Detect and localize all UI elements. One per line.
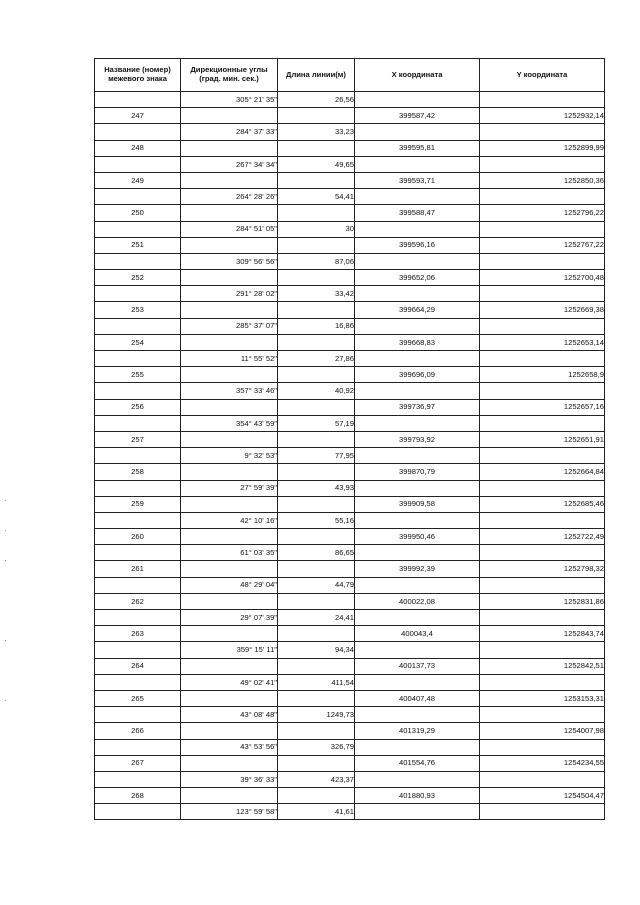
point-name-cell: 249 <box>95 172 181 188</box>
line-length-cell <box>278 205 355 221</box>
header-direction-angle: Дирекционные углы (град. мин. сек.) <box>181 59 278 92</box>
point-row <box>95 108 605 124</box>
x-coordinate-cell: 400022,08 <box>355 593 480 609</box>
line-length-cell <box>278 593 355 609</box>
y-coordinate-cell: 1252796,22 <box>480 205 605 221</box>
line-length-cell: 27,86 <box>278 351 355 367</box>
line-row <box>95 286 605 302</box>
x-coordinate-cell <box>355 221 480 237</box>
line-length-cell <box>278 723 355 739</box>
x-coordinate-cell <box>355 124 480 140</box>
point-row <box>95 626 605 642</box>
direction-angle-cell: 29° 07' 39" <box>181 610 278 626</box>
point-name-cell: 265 <box>95 690 181 706</box>
line-length-cell <box>278 561 355 577</box>
direction-angle-cell: 354° 43' 59" <box>181 415 278 431</box>
x-coordinate-cell: 399587,42 <box>355 108 480 124</box>
line-length-cell: 326,79 <box>278 739 355 755</box>
point-name-cell <box>95 545 181 561</box>
header-point-name: Название (номер) межевого знака <box>95 59 181 92</box>
direction-angle-cell <box>181 593 278 609</box>
line-length-cell: 33,23 <box>278 124 355 140</box>
line-row <box>95 577 605 593</box>
line-length-cell <box>278 172 355 188</box>
y-coordinate-cell <box>480 804 605 820</box>
line-length-cell <box>278 690 355 706</box>
direction-angle-cell <box>181 205 278 221</box>
line-length-cell: 86,65 <box>278 545 355 561</box>
point-row <box>95 593 605 609</box>
direction-angle-cell <box>181 561 278 577</box>
line-length-cell: 423,37 <box>278 771 355 787</box>
point-row <box>95 237 605 253</box>
x-coordinate-cell <box>355 415 480 431</box>
line-length-cell: 41,61 <box>278 804 355 820</box>
y-coordinate-cell <box>480 545 605 561</box>
point-name-cell: 262 <box>95 593 181 609</box>
line-length-cell <box>278 496 355 512</box>
line-length-cell: 94,34 <box>278 642 355 658</box>
line-length-cell: 57,19 <box>278 415 355 431</box>
line-length-cell: 33,42 <box>278 286 355 302</box>
line-length-cell: 411,54 <box>278 674 355 690</box>
y-coordinate-cell: 1252651,91 <box>480 431 605 447</box>
direction-angle-cell <box>181 108 278 124</box>
point-row <box>95 755 605 771</box>
direction-angle-cell: 48° 29' 04" <box>181 577 278 593</box>
x-coordinate-cell: 399950,46 <box>355 529 480 545</box>
point-name-cell: 268 <box>95 788 181 804</box>
point-row <box>95 367 605 383</box>
line-length-cell <box>278 237 355 253</box>
point-row <box>95 270 605 286</box>
x-coordinate-cell: 399652,06 <box>355 270 480 286</box>
x-coordinate-cell: 400137,73 <box>355 658 480 674</box>
point-row <box>95 690 605 706</box>
point-name-cell <box>95 221 181 237</box>
direction-angle-cell: 291° 28' 02" <box>181 286 278 302</box>
point-row <box>95 140 605 156</box>
y-coordinate-cell <box>480 189 605 205</box>
line-row <box>95 804 605 820</box>
point-name-cell <box>95 253 181 269</box>
y-coordinate-cell <box>480 448 605 464</box>
point-name-cell: 256 <box>95 399 181 415</box>
y-coordinate-cell <box>480 642 605 658</box>
line-row <box>95 189 605 205</box>
line-row <box>95 545 605 561</box>
x-coordinate-cell: 399992,39 <box>355 561 480 577</box>
line-row <box>95 707 605 723</box>
y-coordinate-cell: 1252685,46 <box>480 496 605 512</box>
line-row <box>95 383 605 399</box>
scan-artifact <box>5 560 6 561</box>
direction-angle-cell: 284° 51' 05" <box>181 221 278 237</box>
line-length-cell: 55,16 <box>278 512 355 528</box>
point-row <box>95 205 605 221</box>
point-name-cell: 248 <box>95 140 181 156</box>
point-row <box>95 658 605 674</box>
direction-angle-cell: 285° 37' 07" <box>181 318 278 334</box>
y-coordinate-cell: 1252657,16 <box>480 399 605 415</box>
point-row <box>95 529 605 545</box>
line-length-cell <box>278 658 355 674</box>
point-name-cell: 250 <box>95 205 181 221</box>
x-coordinate-cell <box>355 189 480 205</box>
scan-artifact <box>5 530 6 531</box>
line-row <box>95 512 605 528</box>
line-length-cell: 24,41 <box>278 610 355 626</box>
y-coordinate-cell <box>480 415 605 431</box>
x-coordinate-cell <box>355 707 480 723</box>
y-coordinate-cell: 1252831,86 <box>480 593 605 609</box>
line-row <box>95 92 605 108</box>
direction-angle-cell: 39° 36' 33" <box>181 771 278 787</box>
direction-angle-cell <box>181 690 278 706</box>
y-coordinate-cell: 1254234,55 <box>480 755 605 771</box>
direction-angle-cell: 123° 59' 58" <box>181 804 278 820</box>
line-length-cell <box>278 334 355 350</box>
point-name-cell: 258 <box>95 464 181 480</box>
y-coordinate-cell: 1254007,98 <box>480 723 605 739</box>
line-length-cell <box>278 140 355 156</box>
line-length-cell: 40,92 <box>278 383 355 399</box>
point-name-cell <box>95 707 181 723</box>
point-name-cell: 264 <box>95 658 181 674</box>
y-coordinate-cell <box>480 577 605 593</box>
point-name-cell: 253 <box>95 302 181 318</box>
direction-angle-cell <box>181 723 278 739</box>
direction-angle-cell: 43° 53' 56" <box>181 739 278 755</box>
point-name-cell <box>95 286 181 302</box>
y-coordinate-cell: 1252664,84 <box>480 464 605 480</box>
y-coordinate-cell: 1252658,9 <box>480 367 605 383</box>
table-header-row <box>95 59 605 92</box>
direction-angle-cell <box>181 755 278 771</box>
y-coordinate-cell: 1252767,22 <box>480 237 605 253</box>
point-row <box>95 172 605 188</box>
x-coordinate-cell <box>355 610 480 626</box>
point-name-cell: 267 <box>95 755 181 771</box>
point-row <box>95 431 605 447</box>
y-coordinate-cell: 1252850,36 <box>480 172 605 188</box>
point-name-cell <box>95 674 181 690</box>
line-row <box>95 642 605 658</box>
x-coordinate-cell <box>355 512 480 528</box>
point-name-cell: 259 <box>95 496 181 512</box>
direction-angle-cell: 267° 34' 34" <box>181 156 278 172</box>
line-length-cell: 87,06 <box>278 253 355 269</box>
direction-angle-cell <box>181 270 278 286</box>
y-coordinate-cell <box>480 512 605 528</box>
point-name-cell <box>95 318 181 334</box>
line-length-cell <box>278 108 355 124</box>
line-row <box>95 415 605 431</box>
direction-angle-cell <box>181 464 278 480</box>
y-coordinate-cell: 1252722,49 <box>480 529 605 545</box>
direction-angle-cell: 49° 02' 41" <box>181 674 278 690</box>
y-coordinate-cell: 1252700,48 <box>480 270 605 286</box>
point-name-cell <box>95 480 181 496</box>
direction-angle-cell: 61° 03' 35" <box>181 545 278 561</box>
direction-angle-cell: 11° 55' 52" <box>181 351 278 367</box>
direction-angle-cell <box>181 399 278 415</box>
x-coordinate-cell: 401554,76 <box>355 755 480 771</box>
line-length-cell: 1249,73 <box>278 707 355 723</box>
x-coordinate-cell: 399793,92 <box>355 431 480 447</box>
point-row <box>95 464 605 480</box>
direction-angle-cell: 42° 10' 16" <box>181 512 278 528</box>
line-length-cell: 77,95 <box>278 448 355 464</box>
y-coordinate-cell <box>480 480 605 496</box>
line-length-cell <box>278 788 355 804</box>
point-row <box>95 334 605 350</box>
line-row <box>95 771 605 787</box>
y-coordinate-cell <box>480 124 605 140</box>
x-coordinate-cell: 401319,29 <box>355 723 480 739</box>
line-row <box>95 124 605 140</box>
scan-artifact <box>5 500 6 501</box>
point-row <box>95 723 605 739</box>
point-name-cell <box>95 577 181 593</box>
point-row <box>95 399 605 415</box>
y-coordinate-cell: 1252842,51 <box>480 658 605 674</box>
header-line-length: Длина линии(м) <box>278 59 355 92</box>
line-row <box>95 739 605 755</box>
y-coordinate-cell <box>480 253 605 269</box>
x-coordinate-cell <box>355 253 480 269</box>
point-name-cell <box>95 804 181 820</box>
y-coordinate-cell <box>480 156 605 172</box>
x-coordinate-cell <box>355 545 480 561</box>
point-name-cell: 261 <box>95 561 181 577</box>
direction-angle-cell <box>181 529 278 545</box>
point-name-cell <box>95 642 181 658</box>
point-name-cell: 266 <box>95 723 181 739</box>
point-name-cell <box>95 156 181 172</box>
x-coordinate-cell: 399668,83 <box>355 334 480 350</box>
point-name-cell: 257 <box>95 431 181 447</box>
point-row <box>95 561 605 577</box>
line-length-cell <box>278 529 355 545</box>
y-coordinate-cell <box>480 351 605 367</box>
y-coordinate-cell <box>480 771 605 787</box>
line-length-cell: 43,93 <box>278 480 355 496</box>
x-coordinate-cell <box>355 318 480 334</box>
line-length-cell <box>278 367 355 383</box>
line-length-cell <box>278 270 355 286</box>
x-coordinate-cell: 400407,48 <box>355 690 480 706</box>
point-name-cell: 263 <box>95 626 181 642</box>
y-coordinate-cell: 1252669,38 <box>480 302 605 318</box>
line-length-cell <box>278 399 355 415</box>
line-row <box>95 480 605 496</box>
direction-angle-cell <box>181 367 278 383</box>
point-row <box>95 496 605 512</box>
direction-angle-cell: 359° 15' 11" <box>181 642 278 658</box>
line-length-cell <box>278 302 355 318</box>
x-coordinate-cell: 399595,81 <box>355 140 480 156</box>
point-name-cell: 254 <box>95 334 181 350</box>
line-length-cell <box>278 755 355 771</box>
direction-angle-cell: 43° 08' 48" <box>181 707 278 723</box>
y-coordinate-cell: 1252798,32 <box>480 561 605 577</box>
x-coordinate-cell <box>355 642 480 658</box>
direction-angle-cell <box>181 172 278 188</box>
y-coordinate-cell <box>480 674 605 690</box>
direction-angle-cell <box>181 302 278 318</box>
y-coordinate-cell: 1252653,14 <box>480 334 605 350</box>
line-length-cell <box>278 431 355 447</box>
line-row <box>95 221 605 237</box>
point-row <box>95 788 605 804</box>
line-row <box>95 253 605 269</box>
direction-angle-cell: 309° 56' 56" <box>181 253 278 269</box>
x-coordinate-cell <box>355 92 480 108</box>
boundary-coordinates-table <box>94 58 605 820</box>
y-coordinate-cell <box>480 610 605 626</box>
y-coordinate-cell <box>480 221 605 237</box>
point-name-cell: 251 <box>95 237 181 253</box>
y-coordinate-cell <box>480 739 605 755</box>
direction-angle-cell <box>181 334 278 350</box>
point-name-cell: 252 <box>95 270 181 286</box>
line-row <box>95 610 605 626</box>
scan-artifact <box>5 640 6 641</box>
line-length-cell: 49,65 <box>278 156 355 172</box>
direction-angle-cell <box>181 658 278 674</box>
header-x-coordinate: X координата <box>355 59 480 92</box>
direction-angle-cell <box>181 496 278 512</box>
x-coordinate-cell <box>355 480 480 496</box>
line-length-cell <box>278 626 355 642</box>
x-coordinate-cell: 399596,16 <box>355 237 480 253</box>
line-length-cell: 30 <box>278 221 355 237</box>
y-coordinate-cell: 1253153,31 <box>480 690 605 706</box>
direction-angle-cell <box>181 140 278 156</box>
direction-angle-cell: 27° 59' 39" <box>181 480 278 496</box>
direction-angle-cell: 284° 37' 33" <box>181 124 278 140</box>
point-name-cell: 255 <box>95 367 181 383</box>
point-name-cell <box>95 383 181 399</box>
x-coordinate-cell <box>355 383 480 399</box>
direction-angle-cell: 9° 32' 53" <box>181 448 278 464</box>
table-body <box>95 92 605 820</box>
x-coordinate-cell: 399696,09 <box>355 367 480 383</box>
x-coordinate-cell: 399664,29 <box>355 302 480 318</box>
y-coordinate-cell <box>480 383 605 399</box>
line-row <box>95 674 605 690</box>
y-coordinate-cell <box>480 707 605 723</box>
x-coordinate-cell <box>355 448 480 464</box>
line-length-cell: 26,56 <box>278 92 355 108</box>
line-length-cell: 16,86 <box>278 318 355 334</box>
direction-angle-cell <box>181 237 278 253</box>
line-length-cell: 44,79 <box>278 577 355 593</box>
direction-angle-cell: 305° 21' 35" <box>181 92 278 108</box>
y-coordinate-cell <box>480 92 605 108</box>
y-coordinate-cell: 1254504,47 <box>480 788 605 804</box>
point-name-cell <box>95 124 181 140</box>
point-name-cell <box>95 189 181 205</box>
direction-angle-cell <box>181 788 278 804</box>
x-coordinate-cell: 400043,4 <box>355 626 480 642</box>
x-coordinate-cell: 401880,93 <box>355 788 480 804</box>
line-row <box>95 351 605 367</box>
direction-angle-cell <box>181 626 278 642</box>
x-coordinate-cell <box>355 286 480 302</box>
direction-angle-cell: 357° 33' 46" <box>181 383 278 399</box>
point-name-cell <box>95 512 181 528</box>
point-name-cell <box>95 448 181 464</box>
point-name-cell <box>95 92 181 108</box>
x-coordinate-cell <box>355 804 480 820</box>
direction-angle-cell <box>181 431 278 447</box>
line-row <box>95 448 605 464</box>
line-length-cell <box>278 464 355 480</box>
point-name-cell <box>95 739 181 755</box>
x-coordinate-cell <box>355 739 480 755</box>
y-coordinate-cell: 1252899,99 <box>480 140 605 156</box>
point-row <box>95 302 605 318</box>
x-coordinate-cell <box>355 351 480 367</box>
point-name-cell: 247 <box>95 108 181 124</box>
x-coordinate-cell: 399593,71 <box>355 172 480 188</box>
x-coordinate-cell <box>355 771 480 787</box>
x-coordinate-cell: 399736,97 <box>355 399 480 415</box>
y-coordinate-cell: 1252932,14 <box>480 108 605 124</box>
x-coordinate-cell: 399588,47 <box>355 205 480 221</box>
line-row <box>95 318 605 334</box>
x-coordinate-cell: 399909,58 <box>355 496 480 512</box>
y-coordinate-cell <box>480 318 605 334</box>
point-name-cell <box>95 771 181 787</box>
point-name-cell <box>95 610 181 626</box>
x-coordinate-cell: 399870,79 <box>355 464 480 480</box>
x-coordinate-cell <box>355 674 480 690</box>
scan-artifact <box>5 700 6 701</box>
y-coordinate-cell <box>480 286 605 302</box>
line-length-cell: 54,41 <box>278 189 355 205</box>
x-coordinate-cell <box>355 156 480 172</box>
x-coordinate-cell <box>355 577 480 593</box>
point-name-cell <box>95 351 181 367</box>
line-row <box>95 156 605 172</box>
header-y-coordinate: Y координата <box>480 59 605 92</box>
direction-angle-cell: 264° 28' 26" <box>181 189 278 205</box>
point-name-cell <box>95 415 181 431</box>
point-name-cell: 260 <box>95 529 181 545</box>
y-coordinate-cell: 1252843,74 <box>480 626 605 642</box>
